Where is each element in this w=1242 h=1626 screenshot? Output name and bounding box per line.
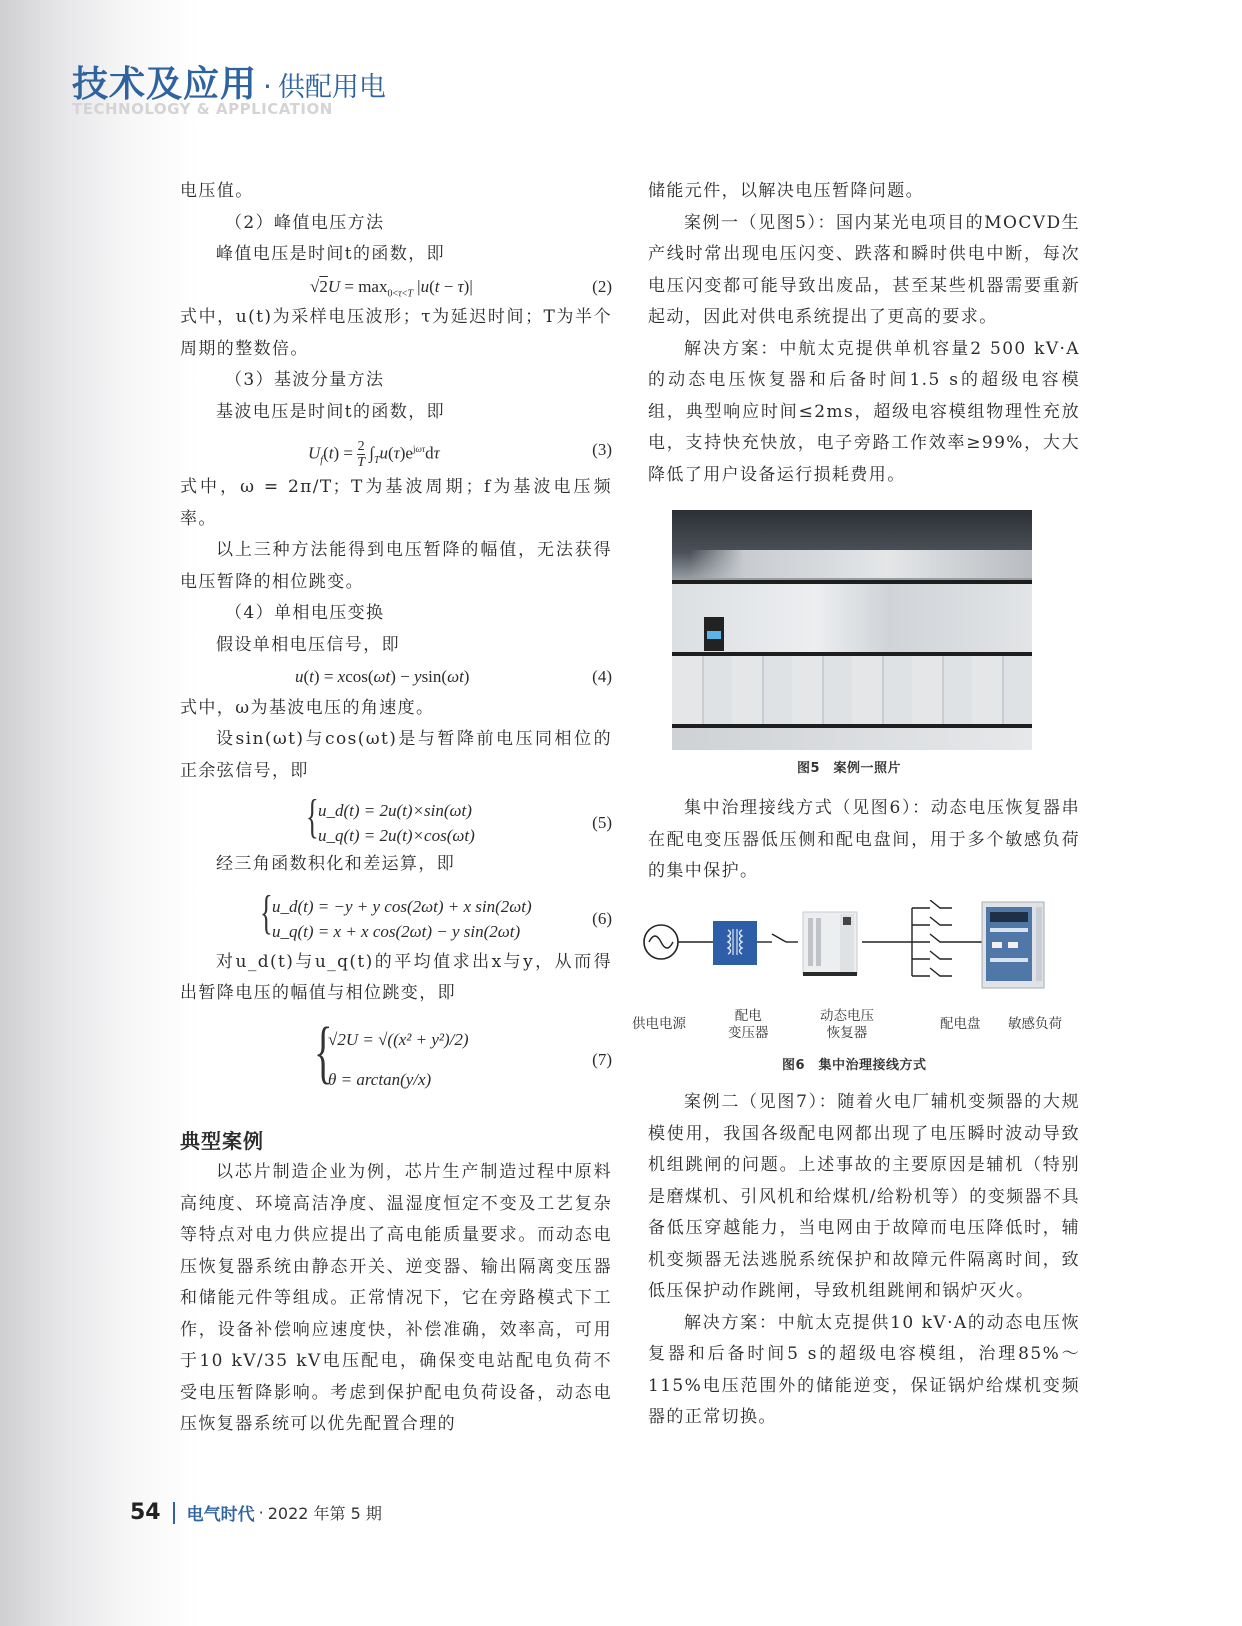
equation-6 bbox=[180, 881, 612, 947]
paragraph-centralized: 集中治理接线方式（见图6）：动态电压恢复器串在配电变压器低压侧和配电盘间，用于多个敏感负荷的集中保护。 bbox=[648, 798, 1080, 881]
footer-dot: · bbox=[258, 1503, 264, 1522]
paragraph: 假设单相电压信号，即 bbox=[216, 634, 400, 655]
figure-5-caption: 图5 案例一照片 bbox=[797, 761, 902, 776]
equation-7 bbox=[180, 1010, 612, 1100]
paragraph: 基波电压是时间t的函数，即 bbox=[216, 401, 446, 422]
label-sensitive-load: 敏感负荷 bbox=[1008, 1016, 1062, 1032]
equation-number: (3) bbox=[592, 440, 612, 459]
photo-cable-tray bbox=[672, 550, 1032, 578]
paragraph: 经三角函数积化和差运算，即 bbox=[216, 854, 456, 874]
header-separator: · bbox=[263, 70, 272, 103]
header-english: TECHNOLOGY & APPLICATION bbox=[72, 100, 333, 118]
footer-divider bbox=[173, 1502, 175, 1524]
paragraph: 式中，ω为基波电压的角速度。 bbox=[180, 697, 435, 718]
right-column bbox=[648, 176, 1080, 491]
paragraph: 对u_d(t)与u_q(t)的平均值求出x与y，从而得出暂降电压的幅值与相位跳变，即 bbox=[180, 951, 612, 1003]
equation-line: u_q(t) = 2u(t)×cos(ωt) bbox=[318, 826, 475, 845]
magazine-name: 电气时代 bbox=[186, 1505, 255, 1525]
equation-expression: $U_f(t)$ = $\frac{2}{T}$ $\int_Tu(\tau)e^{j\omega\tau}d\tau$ bbox=[308, 439, 440, 471]
page-number: 54 bbox=[130, 1500, 161, 1525]
label-transformer: 配电 变压器 bbox=[728, 1008, 769, 1041]
equation-line: √2U = √((x² + y²)/2) bbox=[328, 1029, 469, 1049]
label-power-source: 供电电源 bbox=[632, 1016, 686, 1032]
switch-icon bbox=[772, 934, 786, 942]
paragraph: 储能元件，以解决电压暂降问题。 bbox=[648, 181, 924, 201]
paragraph-solution-two: 解决方案：中航太克提供10 kV·A的动态电压恢复器和后备时间5 s的超级电容模组，治理85%～115%电压范围外的储能逆变，保证锅炉给煤机变频器的正常切换。 bbox=[648, 1312, 1080, 1427]
paragraph-case-two: 案例二（见图7）：随着火电厂辅机变频器的大规模使用，我国各级配电网都出现了电压瞬时波动导致机组跳闸的问题。上述事故的主要原因是辅机（特别是磨煤机、引风机和给煤机/给粉机等）的变频器不具备低压穿越能力，当电网由于故障而电压降低时，辅机变频器无法逃脱系统保护和故障元件隔离时间，致低压保护动作跳闸，导致机组跳闸和锅炉灭火。 bbox=[648, 1092, 1080, 1301]
equation-4 bbox=[180, 661, 612, 693]
right-column-continued bbox=[648, 793, 1080, 888]
photo-cabinets-row1 bbox=[672, 584, 1032, 652]
paragraph-solution-one: 解决方案：中航太克提供单机容量2 500 kV·A的动态电压恢复器和后备时间1.5 s的超级电容模组，典型响应时间≤2ms，超级电容模组物理性充放电，支持快充快放，电子旁路工作效率≥99%，大大降低了用户设备运行损耗费用。 bbox=[648, 338, 1080, 485]
paragraph: 式中，u(t)为采样电压波形；τ为延迟时间；T为半个周期的整数倍。 bbox=[180, 307, 612, 359]
equation-line: u_d(t) = 2u(t)×sin(ωt) bbox=[318, 801, 472, 820]
photo-cabinets-row2 bbox=[672, 656, 1032, 724]
equation-line: θ = arctan(y/x) bbox=[328, 1069, 432, 1089]
paragraph: 设sin(ωt)与cos(ωt)是与暂降前电压同相位的正余弦信号，即 bbox=[180, 729, 612, 781]
paragraph-case-one: 案例一（见图5）：国内某光电项目的MOCVD生产线时常出现电压闪变、跌落和瞬时供电中断，每次电压闪变都可能导致出废品，甚至某些机器需要重新起动，因此对供电系统提出了更高的要求。 bbox=[648, 212, 1080, 327]
equation-5 bbox=[180, 787, 612, 849]
paragraph: 式中，ω = 2π/T；T为基波周期；f为基波电压频率。 bbox=[180, 477, 612, 529]
section-header bbox=[72, 56, 386, 118]
transformer-icon bbox=[713, 921, 757, 965]
equation-2 bbox=[180, 271, 612, 303]
paragraph: 以芯片制造企业为例，芯片生产制造过程中原料高纯度、环境高洁净度、温湿度恒定不变及工艺复杂等特点对电力供应提出了高电能质量要求。而动态电压恢复器系统由静态开关、逆变器、输出隔离变压器和储能元件等组成。正常情况下，它在旁路模式下工作，设备补偿响应速度快，补偿准确，效率高，可用于10 kV/35 kV电压配电，确保变电站配电负荷不受电压暂降影响。考虑到保护配电负荷设备，动态电压恢复器系统可以优先配置合理的 bbox=[180, 1162, 612, 1434]
equation-expression: $√2U = \max_{0<\tau<T} |u(t - \tau)|$ bbox=[310, 276, 473, 299]
equation-number: (4) bbox=[592, 667, 612, 686]
page-footer bbox=[130, 1500, 382, 1525]
right-column-lower bbox=[648, 1087, 1080, 1434]
subheading-peak-voltage: （2）峰值电压方法 bbox=[225, 212, 385, 233]
power-source-icon bbox=[644, 925, 678, 959]
subheading-single-phase: （4）单相电压变换 bbox=[225, 603, 385, 623]
equation-number: (6) bbox=[592, 908, 612, 928]
label-dvr: 动态电压 恢复器 bbox=[820, 1008, 874, 1041]
equation-expression: u(t) = xcos(ωt) − ysin(ωt) bbox=[295, 667, 470, 686]
equation-line: u_q(t) = x + x cos(2ωt) − y sin(2ωt) bbox=[272, 921, 521, 941]
figure-6-caption: 图6 集中治理接线方式 bbox=[782, 1058, 927, 1073]
brace: { bbox=[314, 1013, 333, 1091]
equation-number: (7) bbox=[592, 1049, 612, 1069]
equation-number: (2) bbox=[592, 276, 612, 296]
brace: { bbox=[306, 790, 319, 843]
subheading-fundamental: （3）基波分量方法 bbox=[225, 370, 385, 390]
header-subtitle: 供配用电 bbox=[277, 72, 386, 103]
equation-line: u_d(t) = −y + y cos(2ωt) + x sin(2ωt) bbox=[272, 896, 532, 916]
issue-number: 2022 年第 5 期 bbox=[267, 1504, 382, 1523]
dvr-cabinet-icon bbox=[803, 912, 857, 976]
paragraph: 峰值电压是时间t的函数，即 bbox=[216, 244, 446, 264]
paragraph: 以上三种方法能得到电压暂降的幅值，无法获得电压暂降的相位跳变。 bbox=[180, 540, 612, 592]
label-distribution-panel: 配电盘 bbox=[940, 1016, 981, 1032]
photo-control-panel bbox=[704, 617, 724, 651]
equation-3 bbox=[180, 428, 612, 472]
distribution-panel-icon bbox=[912, 900, 952, 976]
paragraph: 电压值。 bbox=[180, 181, 254, 201]
brace: { bbox=[260, 885, 273, 939]
figure-5-photo bbox=[672, 510, 1032, 750]
sensitive-load-cabinet-icon bbox=[982, 902, 1044, 988]
equation-number: (5) bbox=[592, 813, 612, 832]
photo-cabinets-row3 bbox=[672, 728, 1032, 750]
left-column bbox=[180, 176, 612, 1441]
section-title-typical-cases: 典型案例 bbox=[180, 1128, 264, 1153]
header-title: 技术及应用 bbox=[72, 63, 258, 105]
